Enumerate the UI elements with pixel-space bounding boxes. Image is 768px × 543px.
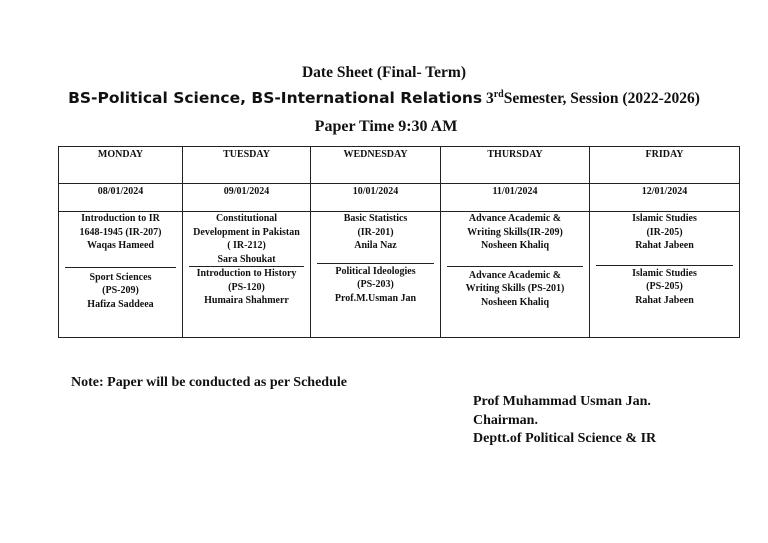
day-header-row: [59, 147, 740, 184]
paper-line: Development in Pakistan: [193, 226, 300, 238]
day-header: THURSDAY: [441, 147, 590, 184]
papers-cell-monday: [59, 212, 183, 338]
semester-number: 3: [485, 90, 494, 107]
paper-line: (IR-205): [646, 226, 683, 238]
paper-line: Rahat Jabeen: [635, 240, 694, 251]
program-name: BS-Political Science, BS-International Relations: [68, 89, 483, 107]
paper-divider: [447, 266, 583, 267]
paper-line: Introduction to IR: [81, 213, 160, 224]
paper-line: (IR-201): [357, 226, 394, 238]
paper-line: Writing Skills(IR-209): [467, 226, 563, 238]
paper-line: Sara Shoukat: [217, 253, 276, 265]
signature-block: [473, 393, 656, 449]
day-header: FRIDAY: [590, 147, 740, 184]
date-sheet-title: Date Sheet (Final- Term): [301, 64, 466, 81]
paper-line: (PS-120): [228, 281, 265, 293]
day-header: WEDNESDAY: [311, 147, 441, 184]
exam-date: 09/01/2024: [183, 184, 311, 212]
papers-cell-thursday: [441, 212, 590, 338]
exam-date: 08/01/2024: [59, 184, 183, 212]
date-row: [59, 184, 740, 212]
paper-line: Writing Skills (PS-201): [465, 283, 565, 294]
paper-line: (PS-205): [646, 281, 683, 292]
exam-date: 11/01/2024: [441, 184, 590, 212]
day-header: MONDAY: [59, 147, 183, 184]
paper-line: Basic Statistics: [343, 213, 408, 224]
exam-date: 10/01/2024: [311, 184, 441, 212]
paper-line: Prof.M.Usman Jan: [334, 292, 417, 304]
schedule-table: [58, 146, 740, 338]
papers-cell-wednesday: [311, 212, 441, 338]
papers-cell-friday: [590, 212, 740, 338]
paper-line: Hafiza Saddeea: [87, 298, 154, 310]
paper-line: 1648-1945 (IR-207): [79, 226, 162, 238]
paper-line: (PS-203): [357, 279, 394, 290]
papers-cell-tuesday: [183, 212, 311, 338]
paper-divider: [596, 265, 733, 266]
paper-line: (PS-209): [102, 285, 139, 296]
paper-line: Advance Academic &: [468, 269, 562, 281]
paper-line: Waqas Hameed: [87, 240, 154, 251]
exam-date: 12/01/2024: [590, 184, 740, 212]
paper-line: Anila Naz: [354, 240, 397, 251]
signatory-name: Prof Muhammad Usman Jan.: [473, 394, 651, 409]
paper-line: Humaira Shahmerr: [204, 295, 289, 306]
signatory-department: Deptt.of Political Science & IR: [473, 431, 657, 446]
paper-line: Nosheen Khaliq: [480, 240, 550, 251]
paper-line: Political Ideologies: [335, 265, 416, 277]
paper-line: ( IR-212): [227, 240, 266, 251]
paper-divider: [317, 263, 434, 264]
paper-line: Advance Academic &: [468, 213, 562, 224]
paper-line: Constitutional: [215, 213, 278, 224]
schedule-note: Note: Paper will be conducted as per Schedule: [71, 375, 347, 390]
paper-time: Paper Time 9:30 AM: [314, 118, 458, 135]
paper-line: Islamic Studies: [632, 213, 697, 224]
paper-line: Islamic Studies: [632, 267, 697, 279]
paper-line: Nosheen Khaliq: [480, 296, 550, 308]
semester-suffix: rd: [493, 89, 504, 100]
signatory-designation: Chairman.: [473, 412, 538, 428]
papers-row: [59, 212, 740, 338]
day-header: TUESDAY: [183, 147, 311, 184]
program-heading: [0, 89, 768, 108]
paper-line: Introduction to History: [196, 268, 297, 279]
paper-line: Sport Sciences: [89, 271, 152, 283]
semester-session: Semester, Session (2022-2026): [503, 90, 700, 107]
paper-divider: [65, 267, 176, 268]
paper-line: Rahat Jabeen: [635, 294, 694, 306]
